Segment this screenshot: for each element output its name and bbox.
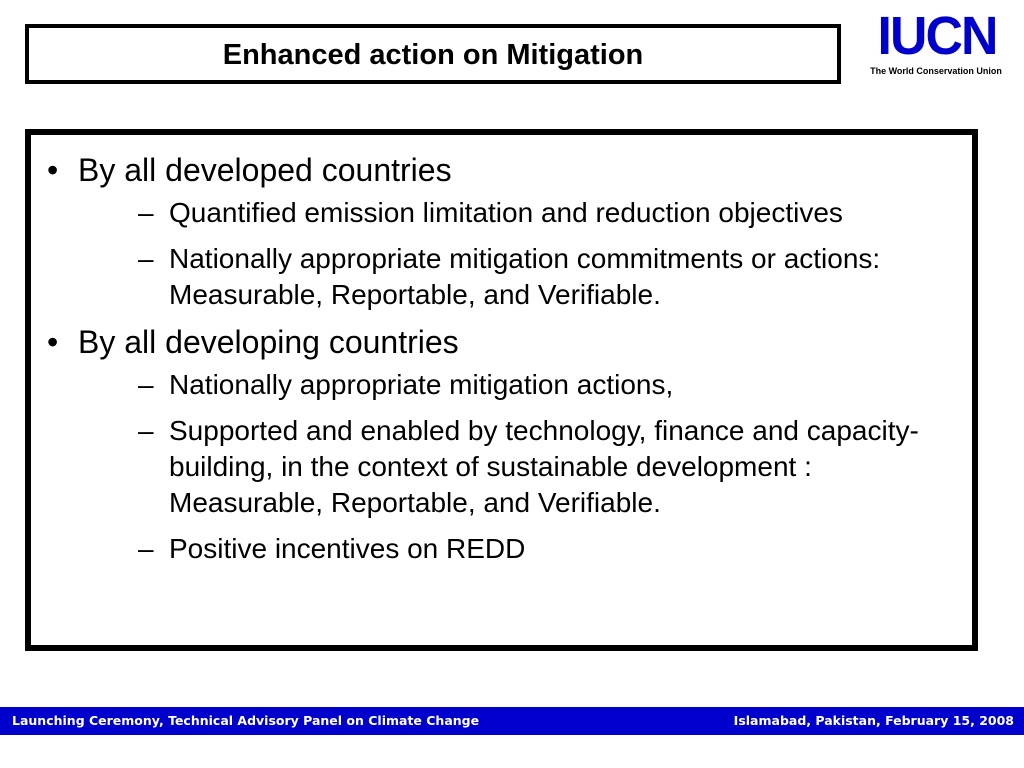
iucn-logo: [860, 8, 1012, 82]
sub-bullet-text: Supported and enabled by technology, finance and capacity-building, in the context of sustainable development : Measurable, Reportable, and Verifiable.: [169, 415, 919, 518]
sub-bullet-text: Positive incentives on REDD: [169, 533, 526, 564]
sub-bullet-item: [78, 367, 971, 403]
slide-title: Enhanced action on Mitigation: [222, 38, 644, 71]
iucn-logo-subtitle: The World Conservation Union: [870, 66, 1002, 76]
dash-marker: –: [138, 197, 154, 228]
footer-event-name: Launching Ceremony, Technical Advisory Panel on Climate Change: [12, 713, 480, 728]
dash-marker: –: [138, 369, 154, 400]
content-box: [25, 129, 978, 651]
sub-bullet-item: [78, 241, 971, 313]
sub-bullet-item: [78, 195, 971, 231]
sub-bullet-list: [78, 195, 971, 313]
bullet-item-developed: [31, 151, 971, 313]
dash-marker: –: [138, 243, 154, 274]
bullet-text: By all developed countries: [78, 152, 452, 188]
sub-bullet-text: Quantified emission limitation and reduction objectives: [169, 197, 843, 228]
sub-bullet-item: [78, 413, 971, 521]
bullet-list: [31, 151, 971, 577]
bullet-marker: •: [47, 324, 59, 360]
bullet-marker: •: [47, 152, 59, 188]
sub-bullet-list: [78, 367, 971, 567]
bullet-text: By all developing countries: [78, 324, 459, 360]
bullet-item-developing: [31, 323, 971, 567]
iucn-logo-wordmark: IUCN: [877, 6, 997, 66]
footer-bar: [0, 707, 1024, 735]
sub-bullet-text: Nationally appropriate mitigation actions,: [169, 369, 674, 400]
footer-location-date: Islamabad, Pakistan, February 15, 2008: [733, 713, 1014, 728]
sub-bullet-item: [78, 531, 971, 567]
slide-title-box: [25, 24, 841, 84]
dash-marker: –: [138, 533, 154, 564]
dash-marker: –: [138, 415, 154, 446]
sub-bullet-text: Nationally appropriate mitigation commitments or actions: Measurable, Reportable, and Verifiable.: [169, 243, 881, 310]
